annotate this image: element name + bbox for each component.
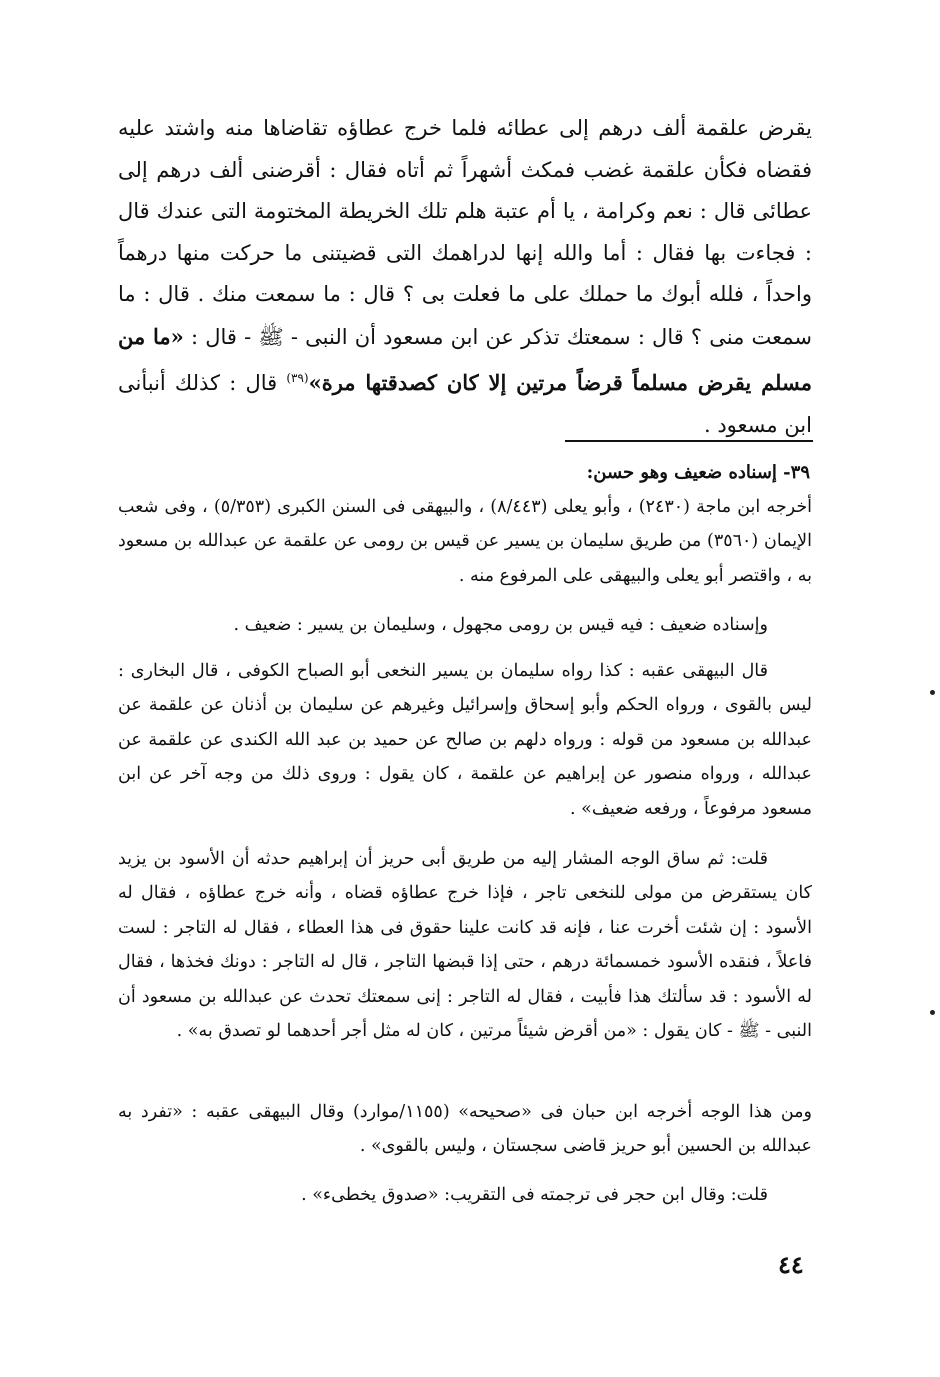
footnote-text: أخرجه ابن ماجة (٢٤٣٠) ، وأبو يعلى (٨/٤٤٣) ، والبيهقى فى السنن الكبرى (٥/٣٥٣) ، وفى شعب الإيمان (٣٥٦٠) من طريق سليمان بن يسير عن قيس بن رومى عن علقمة عن عبدالله بن مسعود به ، واقتصر أبو يعلى والبيهقى على المرفوع منه . bbox=[118, 497, 813, 586]
scan-speck bbox=[930, 690, 935, 695]
footnote-paragraph-2 bbox=[118, 608, 812, 642]
footnote-paragraph-4 bbox=[118, 842, 812, 1048]
footnote-paragraph-3 bbox=[118, 654, 812, 826]
hadith-quote: «ما من مسلم يقرض مسلماً قرضاً مرتين إلا كان كصدقتها مرة» bbox=[118, 323, 812, 395]
page-number: ٤٤ bbox=[778, 1250, 804, 1279]
footnote-paragraph-5 bbox=[118, 1095, 812, 1164]
footnote-text: وإسناده ضعيف : فيه قيس بن رومى مجهول ، وسليمان بن يسير : ضعيف . bbox=[233, 615, 768, 635]
footnote-text: قلت: ثم ساق الوجه المشار إليه من طريق أبى حريز أن إبراهيم حدثه أن الأسود بن يزيد كان يستقرض من مولى للنخعى تاجر ، فإذا خرج عطاؤه قضاه ، وأنه خرج عطاؤه ، فقال له الأسود : إن شئت أخرت عنا ، فإنه قد كانت علينا حقوق فى هذا العطاء ، فقال له التاجر : لست فاعلاً ، فنقده الأسود خمسمائة درهم ، حتى إذا قبضها التاجر ، قال له التاجر : دونك فخذها ، فقال له الأسود : قد سألتك هذا فأبيت ، فقال له التاجر : إنى سمعتك تحدث عن عبدالله بن مسعود أن النبى - ﷺ - كان يقول : «من أقرض شيئاً مرتين ، كان له مثل أجر أحدهما لو تصدق به» . bbox=[118, 849, 813, 1042]
footnote-paragraph-1 bbox=[118, 490, 812, 593]
footnote-text: قال البيهقى عقبه : كذا رواه سليمان بن يسير النخعى أبو الصباح الكوفى ، قال البخارى : ليس بالقوى ، ورواه الحكم وأبو إسحاق وإسرائيل وغيرهم عن سليمان بن أذنان عن علقمة عن عبدالله بن مسعود من قوله : ورواه دلهم بن صالح عن حميد بن عبد الله الكندى عن علقمة عن عبدالله ، ورواه منصور عن إبراهيم عن علقمة ، كان يقول : وروى ذلك من وجه آخر عن ابن مسعود مرفوعاً ، ورفعه ضعيف» . bbox=[118, 661, 812, 819]
scan-speck bbox=[930, 1010, 935, 1015]
footnote-text: قلت: وقال ابن حجر فى ترجمته فى التقريب: «صدوق يخطىء» . bbox=[301, 1185, 768, 1205]
footnote-paragraph-6 bbox=[118, 1178, 812, 1212]
footnote-marker: (٣٩) bbox=[286, 371, 309, 385]
main-text bbox=[118, 108, 812, 446]
footnote-separator bbox=[565, 440, 813, 442]
main-paragraph bbox=[118, 108, 812, 446]
footnote-heading: ٣٩- إسناده ضعيف وهو حسن: bbox=[586, 462, 810, 483]
footnote-text: ومن هذا الوجه أخرجه ابن حبان فى «صحيحه» (١١٥٥/موارد) وقال البيهقى عقبه : «تفرد به عبدالله بن الحسين أبو حريز قاضى سجستان ، وليس بالقوى» . bbox=[118, 1102, 813, 1157]
main-text-after-quote: قال : كذلك أنبأنى ابن مسعود . bbox=[118, 371, 812, 437]
main-text-before-quote: يقرض علقمة ألف درهم إلى عطائه فلما خرج عطاؤه تقاضاها منه واشتد عليه فقضاه فكأن علقمة غضب فمكث أشهراً ثم أتاه فقال : أقرضنى ألف درهم إلى عطائى قال : نعم وكرامة ، يا أم عتبة هلم تلك الخريطة المختومة التى عندك قال : فجاءت بها فقال : أما والله إنها لدراهمك التى قضيتنى ما حركت منها درهماً واحداً ، فلله أبوك ما حملك على ما فعلت بى ؟ قال : ما سمعت منك . قال : ما سمعت منى ؟ قال : سمعتك تذكر عن ابن مسعود أن النبى - ﷺ - قال : bbox=[118, 116, 812, 349]
